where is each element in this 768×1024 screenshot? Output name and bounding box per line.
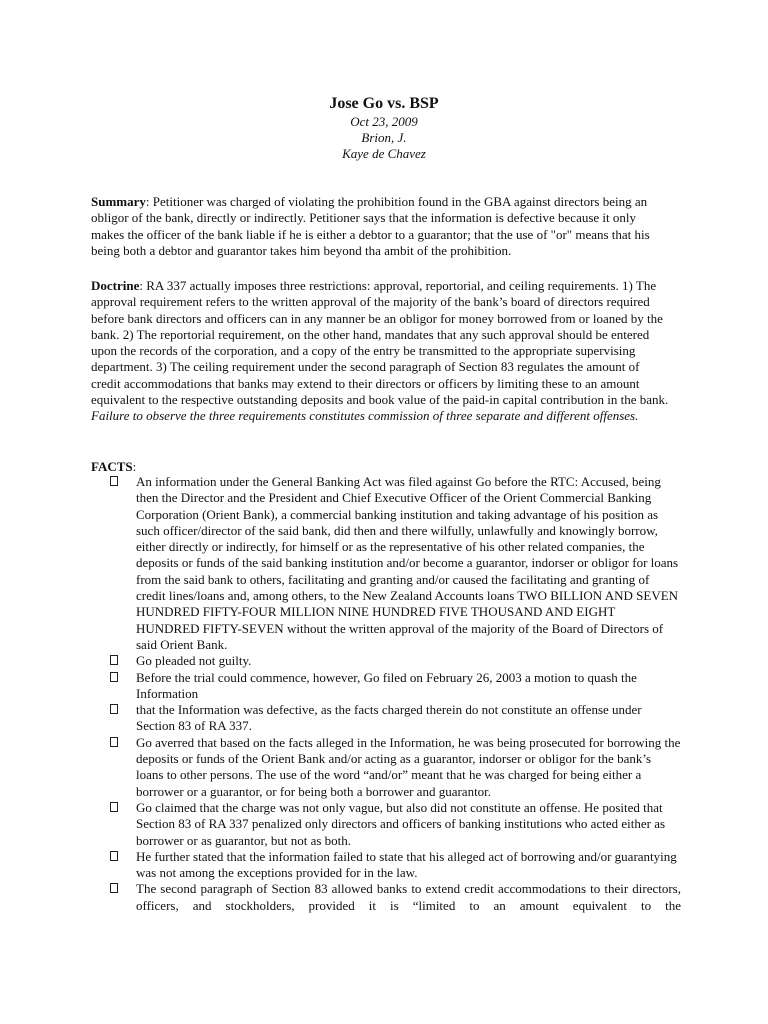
fact-item [91,881,681,914]
fact-text: Before the trial could commence, however, Go filed on February 26, 2003 a motion to quash the Information [136,669,637,701]
fact-text: An information under the General Banking Act was filed against Go before the RTC: Accused, being then the Director and the President and Chief Executive Officer of the Orient Commercial Banking Corporation (Orient Bank), a commercial banking institution and taking advantage of his position as such officer/director of the said bank, did then and there wilfully, unlawfully and knowingly borrow, either directly or indirectly, for himself or as the representative of his other related companies, the deposits or funds of the said banking institution and/or become a guarantor, indorser or obligor for loans from the said bank to others, facilitating and granting and/or caused the facilitating and granting of credit lines/loans and, among others, to the New Zealand Accounts loans TWO BILLION AND SEVEN HUNDRED FIFTY-FOUR MILLION NINE HUNDRED FIVE THOUSAND AND EIGHT HUNDRED FIFTY-SEVEN without the written approval of the majority of the Board of Directors of said Orient Bank. [136,474,679,652]
fact-text: Go claimed that the charge was not only vague, but also did not constitute an offense. He posited that Section 83 of RA 337 penalized only directors and officers of banking institutions who acted either as borrower or as guarantor, but not as both. [136,799,666,848]
bullet-box-icon [110,883,118,893]
summary-label: Summary [91,194,146,209]
ponente: Brion, J. [361,130,407,145]
bullet-box-icon [110,655,118,665]
fact-item [91,653,681,669]
bullet-box-icon [110,802,118,812]
bullet-box-icon [110,704,118,714]
summary-paragraph [91,194,671,259]
fact-text: The second paragraph of Section 83 allowed banks to extend credit accommodations to their directors, officers, and stockholders, provided it is “limited to an amount equivalent to the [136,881,681,913]
doctrine-text: : RA 337 actually imposes three restrictions: approval, reportorial, and ceiling requirements. 1) The approval requirement refers to the written approval of the majority of the bank’s board of directors required before bank directors and officers can in any manner be an obligor for money borrowed from or loaned by the bank. 2) The reportorial requirement, on the other hand, mandates that any such approval should be entered upon the records of the corporation, and a copy of the entry be transmitted to the appropriate supervising department. 3) The ceiling requirement under the second paragraph of Section 83 regulates the amount of credit accommodations that banks may extend to their directors or officers by limiting these to an amount equivalent to the respective outstanding deposits and book value of the paid-in capital contribution in the bank. [91,278,669,408]
facts-heading [91,459,136,475]
document-header [0,94,768,162]
summary-text: : Petitioner was charged of violating the prohibition found in the GBA against directors being an obligor of the bank, directly or indirectly. Petitioner says that the information is defective because it only makes the officer of the bank liable if he is either a debtor to a guarantor; that the use of "or" means that his being both a debtor and guarantor takes him beyond tha ambit of the prohibition. [91,194,650,258]
fact-item [91,670,681,703]
fact-item [91,735,681,800]
fact-text: that the Information was defective, as the facts charged therein do not constitute an offense under Section 83 of RA 337. [136,702,642,734]
case-title: Jose Go vs. BSP [329,95,439,112]
fact-item [91,800,681,849]
fact-text: Go averred that based on the facts alleged in the Information, he was being prosecuted for borrowing the deposits or funds of the Orient Bank and/or acting as a guarantor, indorser or obligor for the bank’s loans to other persons. The use of the word “and/or” meant that he was charged for being either a borrower or a guarantor, or for being both a borrower and guarantor. [136,734,681,799]
fact-text: Go pleaded not guilty. [136,653,252,669]
fact-item [91,702,681,735]
fact-text: He further stated that the information failed to state that his alleged act of borrowing and/or guarantying was not among the exceptions provided for in the law. [136,848,677,881]
bullet-box-icon [110,737,118,747]
facts-colon: : [132,459,137,474]
facts-list [91,474,681,914]
bullet-box-icon [110,672,118,682]
doctrine-italic-text: Failure to observe the three requirements constitutes commission of three separate and different offenses. [91,408,639,424]
bullet-box-icon [110,476,118,486]
doctrine-paragraph [91,278,671,425]
bullet-box-icon [110,851,118,861]
digest-author: Kaye de Chavez [342,146,426,161]
fact-item [91,849,681,882]
facts-label: FACTS [91,459,133,474]
case-date: Oct 23, 2009 [350,114,418,129]
doctrine-label: Doctrine [91,278,140,293]
fact-item [91,474,681,653]
